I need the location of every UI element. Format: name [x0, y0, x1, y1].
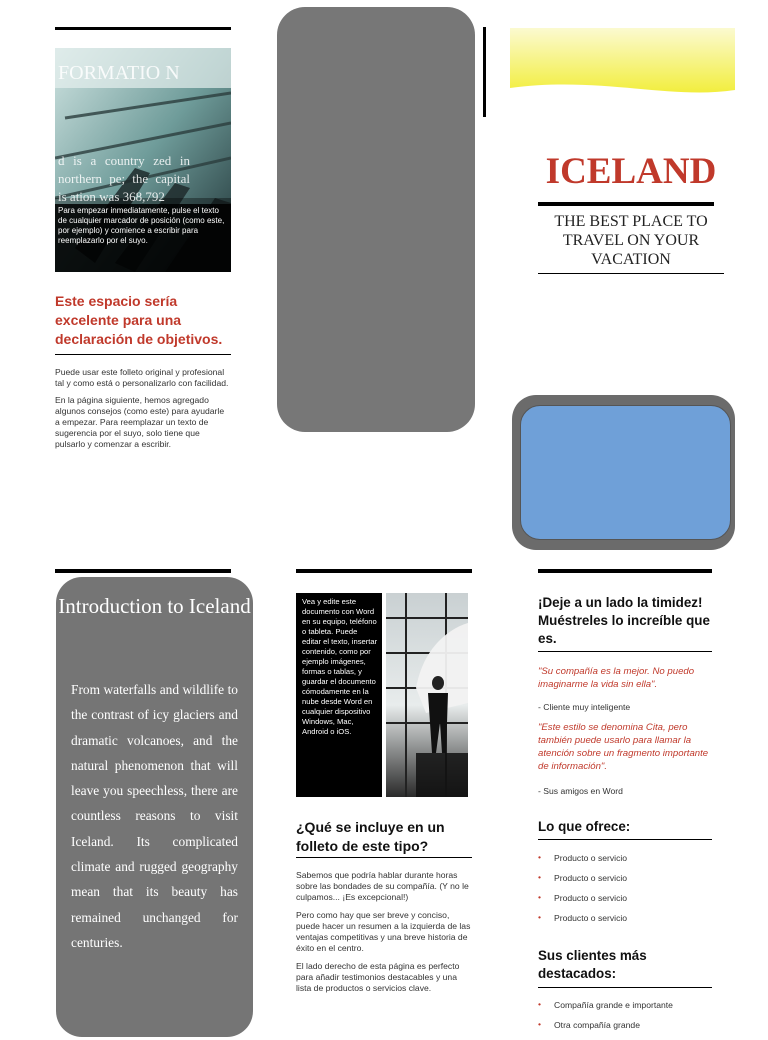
col1-objective-rule [55, 354, 231, 355]
photo-caption: Para empezar inmediatamente, pulse el texto de cualquier marcador de posición (como este, por ejemplo) y comience a escribir para reemplazarlo por el suyo. [58, 206, 225, 245]
col1-paragraph: En la página siguiente, hemos agregado algunos consejos (como este) para ayudarle a empezar. Para reemplazar un texto de sugerencia por el suyo, solo tiene que pulsarlo y comenzar a escribir. [55, 395, 225, 449]
testimonial-attribution: - Cliente muy inteligente [538, 702, 631, 712]
clients-rule [538, 987, 712, 988]
col2-heading-rule [296, 857, 472, 858]
testimonial-quote: "Este estilo se denomina Cita, pero también puede usarlo para llamar la atención sobre un fragmento importante de información". [538, 722, 709, 772]
col1-top-rule [55, 27, 231, 30]
title-rule [538, 202, 714, 206]
info-overlay-heading: FORMATIO N [58, 62, 180, 84]
col1-paragraph: Puede usar este folleto original y profesional tal y como está o personalizarlo con facilidad. [55, 367, 229, 388]
tagline: THE BEST PLACE TO TRAVEL ON YOUR VACATION [554, 213, 708, 268]
col2-paragraph: El lado derecho de esta página es perfecto para añadir testimonios destacables y una lista de productos o servicios clave. [296, 961, 460, 993]
offers-list [538, 853, 714, 933]
objective-statement: Este espacio sería excelente para una declaración de objetivos. [55, 293, 223, 347]
list-item: • Producto o servicio [538, 873, 714, 893]
col3-bottom-rule [538, 569, 712, 573]
offers-heading: Lo que ofrece: [538, 819, 631, 834]
info-card-text: Vea y edite este documento con Word en su equipo, teléfono o tableta. Puede editar el texto, insertar contenido, como por ejemplo imágenes, formas o tablas, y guardar el documento cómodamente en la nube desde Word en cualquier dispositivo Windows, Mac, Android o iOS. [302, 597, 378, 736]
testimonial-attribution: - Sus amigos en Word [538, 786, 623, 796]
col1-bottom-rule [55, 569, 231, 573]
list-item: • Producto o servicio [538, 913, 714, 933]
col2-body [296, 870, 472, 1001]
clients-heading: Sus clientes más destacados: [538, 948, 647, 981]
airplane-window-photo [386, 593, 468, 797]
testimonials-rule [538, 651, 712, 652]
col2-bottom-rule [296, 569, 472, 573]
offers-rule [538, 839, 712, 840]
brochure-contents-heading: ¿Qué se incluye en un folleto de este tipo? [296, 819, 445, 854]
list-item: • Producto o servicio [538, 893, 714, 913]
image-placeholder [520, 405, 731, 540]
tagline-rule [538, 273, 724, 274]
col1-body [55, 367, 231, 456]
intro-title: Introduction to Iceland [58, 594, 251, 618]
list-item: • Producto o servicio [538, 853, 714, 873]
list-item: • Otra compañía grande [538, 1020, 714, 1040]
brochure-title: ICELAND [545, 151, 717, 192]
col2-paragraph: Sabemos que podría hablar durante horas sobre las bondades de su compañía. (Y no le culpamos... ¡Es excepcional!) [296, 870, 469, 902]
col2-paragraph: Pero como hay que ser breve y conciso, puede hacer un resumen a la izquierda de las ventajas competitivas y una breve historia de éxito en el centro. [296, 910, 471, 953]
gray-panel-placeholder [277, 7, 475, 432]
vertical-divider [483, 27, 486, 117]
yellow-banner [510, 28, 735, 96]
clients-list [538, 1000, 714, 1040]
info-overlay-text: d is a country zed in northern pe; the capital is ation was 368,792 [58, 153, 190, 204]
intro-body: From waterfalls and wildlife to the contrast of icy glaciers and dramatic volcanoes, and the natural phenomenon that will leave you speechless, there are countless reasons to visit Iceland. Its complicated climate and rugged geography mean that its beauty has remained unchanged for centuries. [71, 682, 238, 950]
testimonials-heading: ¡Deje a un lado la timidez! Muéstreles lo increíble que es. [538, 595, 710, 646]
list-item: • Compañía grande e importante [538, 1000, 714, 1020]
testimonial-quote: "Su compañía es la mejor. No puedo imaginarme la vida sin ella". [538, 666, 695, 690]
